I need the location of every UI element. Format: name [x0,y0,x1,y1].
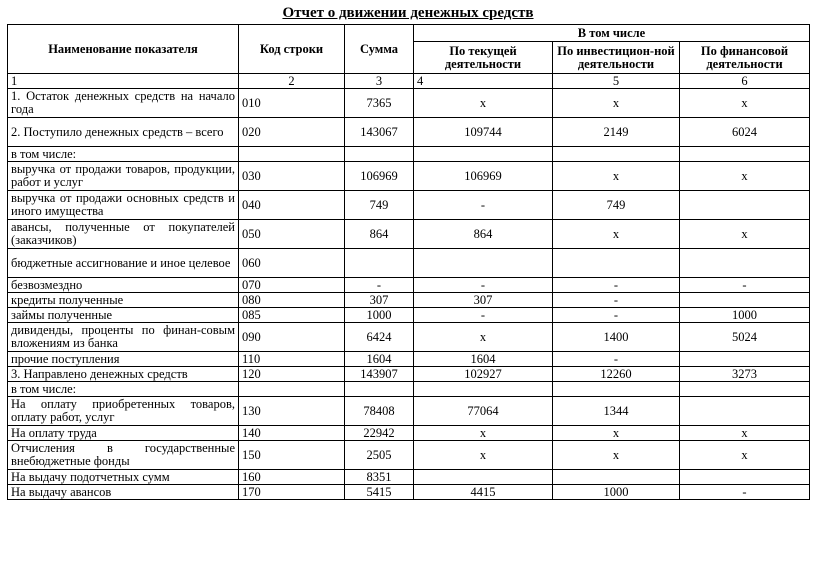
row-investment: - [553,352,680,367]
row-financial: - [680,278,810,293]
row-investment: x [553,162,680,191]
table-row [8,426,810,441]
row-financial: 6024 [680,118,810,147]
table-row [8,367,810,382]
row-investment: - [553,278,680,293]
row-code: 110 [239,352,345,367]
header-code: Код строки [239,25,345,74]
row-name: 3. Направлено денежных средств [8,367,239,382]
table-row [8,382,810,397]
row-sum: 8351 [345,470,414,485]
row-code: 070 [239,278,345,293]
col-number: 4 [414,74,553,89]
table-row [8,397,810,426]
row-code: 050 [239,220,345,249]
row-sum [345,382,414,397]
row-sum: 6424 [345,323,414,352]
row-financial [680,382,810,397]
row-investment: x [553,441,680,470]
row-current [414,147,553,162]
row-name: 1. Остаток денежных средств на начало года [8,89,239,118]
row-sum: 749 [345,191,414,220]
row-current: 102927 [414,367,553,382]
header-financial: По финансовой деятельности [680,42,810,74]
row-current: 4415 [414,485,553,500]
row-sum: 1000 [345,308,414,323]
cash-flow-table [7,24,810,500]
row-investment: - [553,293,680,308]
row-name: На выдачу подотчетных сумм [8,470,239,485]
row-code: 060 [239,249,345,278]
row-investment: x [553,426,680,441]
col-number: 2 [239,74,345,89]
row-financial: 5024 [680,323,810,352]
row-current: x [414,323,553,352]
row-current: x [414,441,553,470]
row-financial: 3273 [680,367,810,382]
table-row [8,485,810,500]
table-row [8,89,810,118]
row-investment [553,147,680,162]
row-code: 030 [239,162,345,191]
row-financial [680,397,810,426]
row-current: - [414,191,553,220]
table-row [8,323,810,352]
row-financial: x [680,220,810,249]
row-financial: x [680,426,810,441]
row-investment: 2149 [553,118,680,147]
row-name: безвозмездно [8,278,239,293]
row-investment: 1000 [553,485,680,500]
row-sum: 106969 [345,162,414,191]
row-name: дивиденды, проценты по финан-совым вложениям из банка [8,323,239,352]
col-number: 1 [8,74,239,89]
row-current [414,249,553,278]
row-investment: x [553,89,680,118]
col-number: 5 [553,74,680,89]
table-row [8,278,810,293]
row-financial: x [680,162,810,191]
table-row [8,249,810,278]
row-current: 109744 [414,118,553,147]
row-name: в том числе: [8,382,239,397]
header-current: По текущей деятельности [414,42,553,74]
row-current: 307 [414,293,553,308]
row-code [239,382,345,397]
row-financial [680,147,810,162]
row-code: 170 [239,485,345,500]
header-investment: По инвестицион-ной деятельности [553,42,680,74]
row-current: - [414,278,553,293]
row-sum: 143907 [345,367,414,382]
row-current: 106969 [414,162,553,191]
table-row [8,191,810,220]
row-current: 864 [414,220,553,249]
row-code: 090 [239,323,345,352]
row-sum: 1604 [345,352,414,367]
row-sum: 7365 [345,89,414,118]
row-sum: 143067 [345,118,414,147]
table-row [8,470,810,485]
row-investment [553,470,680,485]
row-name: выручка от продажи товаров, продукции, работ и услуг [8,162,239,191]
numbering-row [8,74,810,89]
row-name: прочие поступления [8,352,239,367]
row-code: 080 [239,293,345,308]
row-current: 1604 [414,352,553,367]
row-name: кредиты полученные [8,293,239,308]
table-row [8,293,810,308]
row-financial: x [680,441,810,470]
row-code: 160 [239,470,345,485]
row-code: 020 [239,118,345,147]
row-investment: 1400 [553,323,680,352]
row-code: 130 [239,397,345,426]
header-sum: Сумма [345,25,414,74]
row-investment: 12260 [553,367,680,382]
row-financial: x [680,89,810,118]
row-code: 140 [239,426,345,441]
header-name: Наименование показателя [8,25,239,74]
row-investment: - [553,308,680,323]
row-name: авансы, полученные от покупателей (заказчиков) [8,220,239,249]
row-sum [345,249,414,278]
row-name: На оплату приобретенных товаров, оплату работ, услуг [8,397,239,426]
row-sum: 22942 [345,426,414,441]
row-sum: 5415 [345,485,414,500]
table-row [8,118,810,147]
row-name: На оплату труда [8,426,239,441]
row-name: бюджетные ассигнование и иное целевое [8,249,239,278]
table-row [8,441,810,470]
row-investment: x [553,220,680,249]
row-financial: 1000 [680,308,810,323]
row-financial: - [680,485,810,500]
col-number: 6 [680,74,810,89]
col-number: 3 [345,74,414,89]
table-row [8,162,810,191]
table-row [8,352,810,367]
header-including: В том числе [414,25,810,42]
row-sum: 307 [345,293,414,308]
row-sum: 78408 [345,397,414,426]
row-current: 77064 [414,397,553,426]
row-name: 2. Поступило денежных средств – всего [8,118,239,147]
row-name: выручка от продажи основных средств и иного имущества [8,191,239,220]
row-current [414,470,553,485]
table-row [8,220,810,249]
row-name: в том числе: [8,147,239,162]
row-investment [553,249,680,278]
row-sum [345,147,414,162]
row-financial [680,293,810,308]
row-code: 040 [239,191,345,220]
row-sum: 2505 [345,441,414,470]
row-investment [553,382,680,397]
row-financial [680,249,810,278]
row-code [239,147,345,162]
row-sum: 864 [345,220,414,249]
row-financial [680,352,810,367]
row-current: - [414,308,553,323]
row-current: x [414,89,553,118]
table-row [8,147,810,162]
row-current: x [414,426,553,441]
page-title: Отчет о движении денежных средств [282,5,534,21]
row-financial [680,470,810,485]
row-sum: - [345,278,414,293]
row-financial [680,191,810,220]
row-current [414,382,553,397]
row-code: 085 [239,308,345,323]
row-investment: 749 [553,191,680,220]
row-name: Отчисления в государственные внебюджетные фонды [8,441,239,470]
row-code: 150 [239,441,345,470]
row-code: 120 [239,367,345,382]
table-row [8,308,810,323]
row-name: На выдачу авансов [8,485,239,500]
row-name: займы полученные [8,308,239,323]
header-row-top [8,25,810,42]
row-investment: 1344 [553,397,680,426]
row-code: 010 [239,89,345,118]
